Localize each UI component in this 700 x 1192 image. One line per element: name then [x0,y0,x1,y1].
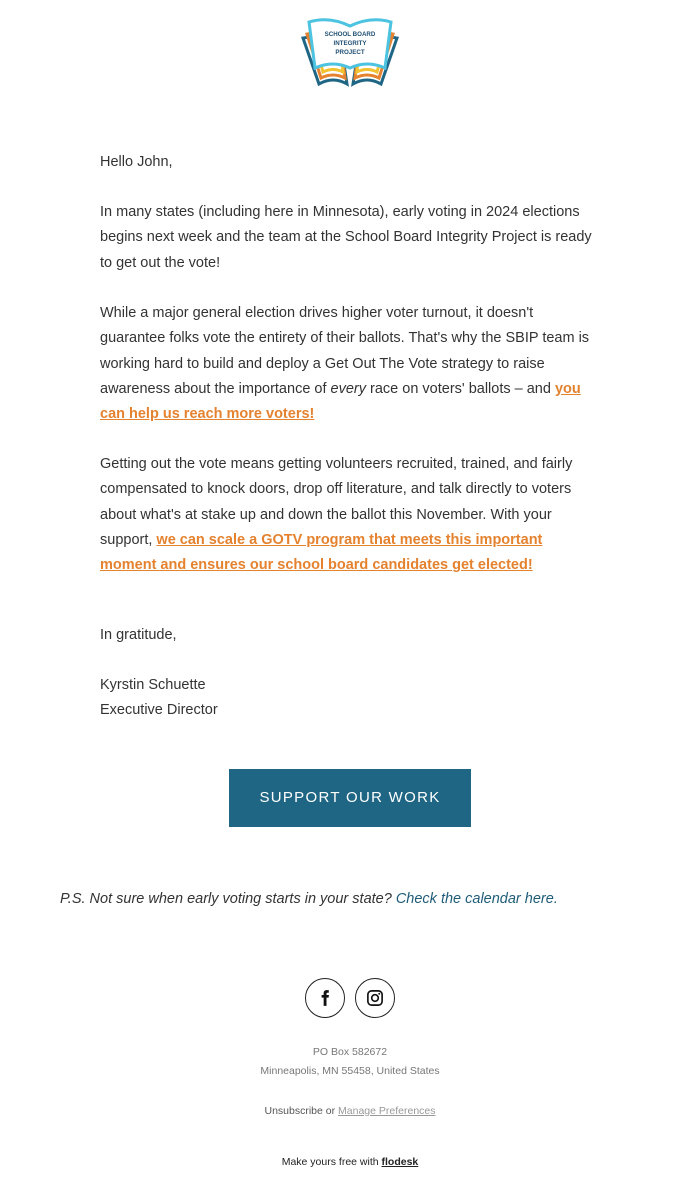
address-line-1: PO Box 582672 [312,1046,388,1058]
paragraph-text: race on voters' ballots – and [366,380,555,397]
logo-book-graphic [295,14,405,90]
address-line-2: Minneapolis, MN 55458, United States [260,1065,440,1077]
paragraph-early-voting: In many states (including here in Minnesota), early voting in 2024 elections begins next week and the team at the School Board Integrity Project is ready to get out the vote! [100,204,592,271]
signer-name: Kyrstin Schuette [100,677,206,693]
instagram-icon[interactable] [355,978,395,1018]
scale-gotv-link[interactable]: we can scale a GOTV program that meets this important moment and ensures our school board candidates get elected! [100,531,543,574]
manage-preferences-link[interactable]: Manage Preferences [338,1105,436,1117]
paragraph-gotv-strategy [100,301,600,427]
instagram-glyph [366,989,384,1007]
made-with-text: Make yours free with [281,1156,382,1168]
postscript [60,887,660,911]
paragraph-volunteers [100,452,600,578]
svg-text:INTEGRITY: INTEGRITY [333,40,367,47]
check-calendar-link[interactable]: Check the calendar here. [395,891,558,907]
school-board-integrity-project-logo [295,14,405,90]
greeting: Hello John, [100,154,173,170]
unsubscribe-row [0,1102,700,1121]
support-our-work-button[interactable]: SUPPORT OUR WORK [229,769,471,827]
emphasis-every: every [330,380,366,397]
svg-text:SCHOOL BOARD: SCHOOL BOARD [324,31,376,38]
paragraph-text: While a major general election drives higher voter turnout, it doesn't guarantee folks vote the entirety of their ballots. That's why the SBIP team is working hard to build and deploy a Get Out The Vote strategy to raise awareness about the importance of [100,305,590,397]
facebook-glyph [316,989,334,1007]
unsubscribe-or: or [322,1105,339,1117]
paragraph-text: Getting out the vote means getting volunteers recruited, trained, and fairly compensated to knock doors, drop off literature, and talk directly to voters about what's at stake up and down the ballot this November. With your support, [100,456,573,548]
postscript-text: P.S. Not sure when early voting starts in your state? [60,891,396,907]
signer-title: Executive Director [100,702,218,718]
made-with-row [0,1153,700,1172]
facebook-icon[interactable] [305,978,345,1018]
unsubscribe-link[interactable]: Unsubscribe [264,1105,323,1117]
flodesk-link[interactable]: flodesk [381,1156,419,1168]
closing: In gratitude, [100,627,177,643]
svg-text:PROJECT: PROJECT [335,49,365,56]
reach-voters-link[interactable]: you can help us reach more voters! [100,380,581,423]
